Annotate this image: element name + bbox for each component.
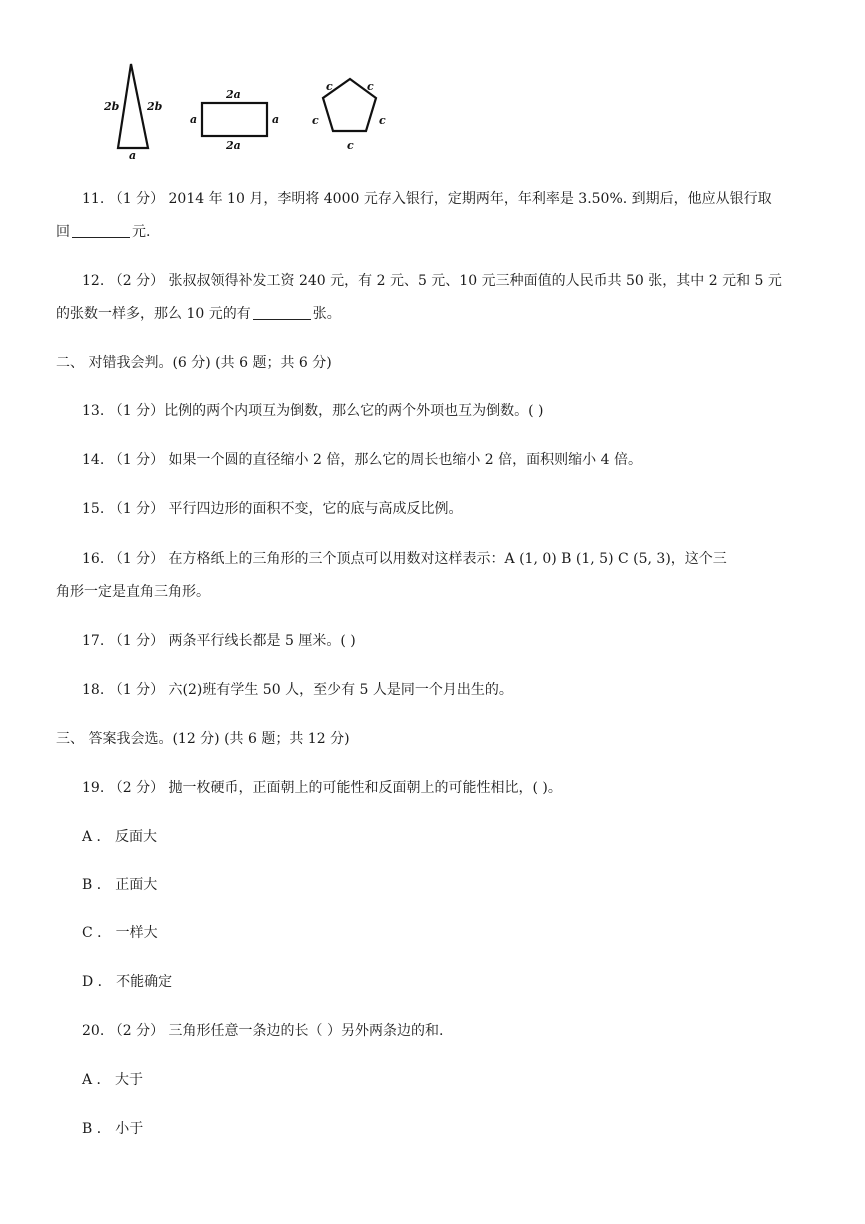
q15: 15. （1 分） 平行四边形的面积不变，它的底与高成反比例。 [82, 501, 463, 517]
pentagon-label-1: c [326, 80, 333, 93]
rectangle-right-label: a [272, 113, 280, 126]
q19-option-b[interactable]: B ． 正面大 [82, 877, 158, 893]
rectangle-bottom-label: 2a [226, 139, 241, 152]
q11-line2-post: 元. [132, 224, 151, 240]
q11-line2 [56, 223, 150, 241]
q19-option-a[interactable]: A ． 反面大 [82, 829, 158, 845]
triangle-left-label: 2b [104, 100, 120, 113]
q12-line2-pre: 的张数一样多，那么 10 元的有 [56, 306, 251, 322]
pentagon-label-2: c [367, 80, 374, 93]
q20-option-a[interactable]: A ． 大于 [82, 1072, 144, 1088]
q18: 18. （1 分） 六(2)班有学生 50 人，至少有 5 人是同一个月出生的。 [82, 682, 513, 698]
q12-line2-post: 张。 [312, 306, 341, 322]
q11-answer-blank[interactable] [72, 223, 130, 238]
q12-answer-blank[interactable] [253, 305, 311, 320]
q19-option-d[interactable]: D ． 不能确定 [82, 974, 173, 990]
triangle-base-label: a [129, 149, 137, 162]
rectangle-shape [202, 103, 267, 136]
q17: 17. （1 分） 两条平行线长都是 5 厘米。( ) [82, 633, 356, 649]
q11-line1: 11. （1 分） 2014 年 10 月，李明将 4000 元存入银行，定期两年，年利率是 3.50%. 到期后，他应从银行取 [82, 191, 772, 207]
q20-stem: 20. （2 分） 三角形任意一条边的长（ ）另外两条边的和. [82, 1023, 444, 1039]
pentagon-label-5: c [347, 139, 354, 152]
pentagon-label-3: c [312, 114, 319, 127]
q14: 14. （1 分） 如果一个圆的直径缩小 2 倍，那么它的周长也缩小 2 倍，面积则缩小 4 倍。 [82, 452, 642, 468]
triangle-shape [118, 64, 148, 148]
q16-line1: 16. （1 分） 在方格纸上的三角形的三个顶点可以用数对这样表示：A (1, 0) B (1, 5) C (5, 3)，这个三 [82, 551, 727, 567]
q19-option-c[interactable]: C ． 一样大 [82, 925, 158, 941]
triangle-right-label: 2b [147, 100, 163, 113]
q11-line2-pre: 回 [56, 224, 70, 240]
rectangle-top-label: 2a [226, 88, 241, 101]
pentagon-label-4: c [379, 114, 386, 127]
q19-stem: 19. （2 分） 抛一枚硬币，正面朝上的可能性和反面朝上的可能性相比，( )。 [82, 780, 562, 796]
rectangle-left-label: a [190, 113, 198, 126]
q12-line2 [56, 305, 341, 323]
geometry-figure [0, 0, 865, 170]
q13: 13. （1 分）比例的两个内项互为倒数，那么它的两个外项也互为倒数。( ) [82, 403, 544, 419]
section3-heading: 三、 答案我会选。(12 分) (共 6 题；共 12 分) [56, 731, 350, 747]
q20-option-b[interactable]: B ． 小于 [82, 1121, 144, 1137]
q16-line2: 角形一定是直角三角形。 [56, 584, 210, 600]
q12-line1: 12. （2 分） 张叔叔领得补发工资 240 元，有 2 元、5 元、10 元三种面值的人民币共 50 张，其中 2 元和 5 元 [82, 273, 782, 289]
section2-heading: 二、 对错我会判。(6 分) (共 6 题；共 6 分) [56, 355, 332, 371]
